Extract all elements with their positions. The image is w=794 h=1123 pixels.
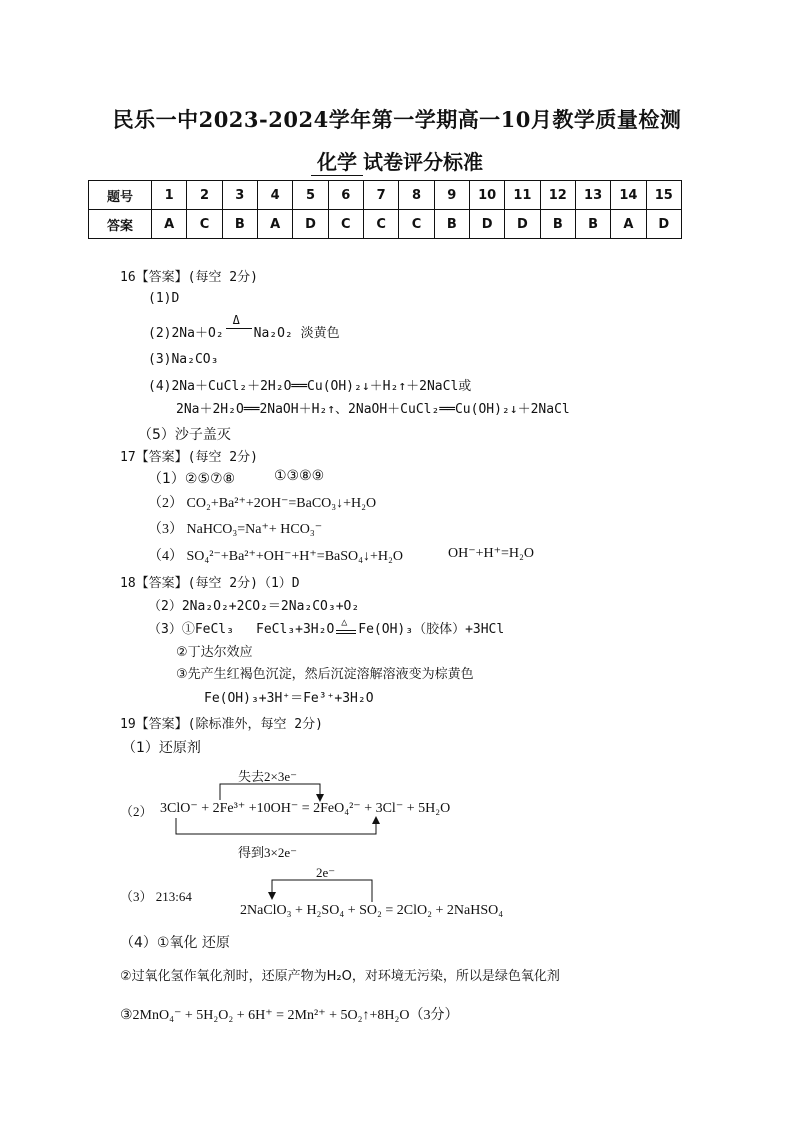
answer-cell: B	[434, 210, 469, 239]
q19-line-4: （4）①氧化 还原	[120, 935, 230, 951]
answer-cell: D	[505, 210, 540, 239]
question-number-cell: 11	[505, 181, 540, 210]
q19-heading: 19【答案】(除标准外，每空 2分)	[120, 717, 323, 732]
q19-line-3-equation: 2NaClO₃ + H₂SO₄ + SO₂ = 2ClO₂ + 2NaHSO₄	[240, 903, 504, 918]
q18-line-3b-left: FeCl₃+3H₂O	[256, 622, 335, 637]
row-label-answer: 答案	[89, 210, 152, 239]
question-number-cell: 10	[469, 181, 504, 210]
q16-line-1: (1)D	[148, 291, 180, 306]
q16-line-5: 2Na＋2H₂O══2NaOH＋H₂↑、2NaOH＋CuCl₂══Cu(OH)₂↓＋2NaCl	[176, 402, 570, 417]
question-number-cell: 6	[328, 181, 363, 210]
q16-heading: 16【答案】(每空 2分)	[120, 270, 258, 285]
q16-line-2	[148, 313, 340, 341]
question-number-cell: 13	[575, 181, 610, 210]
electron-gain-label: 得到3×2e⁻	[238, 845, 297, 860]
answer-cell: B	[222, 210, 257, 239]
subject-name: 化学	[311, 146, 363, 176]
q18-line-2: （2）2Na₂O₂+2CO₂＝2Na₂CO₃+O₂	[148, 599, 360, 614]
answer-cell: A	[611, 210, 646, 239]
answer-cell: C	[328, 210, 363, 239]
q17-line-4a: （4） SO₄²⁻+Ba²⁺+OH⁻+H⁺=BaSO₄↓+H₂O	[148, 549, 404, 564]
answer-row	[89, 210, 682, 239]
q18-line-3a: （3）①FeCl₃	[148, 622, 234, 637]
question-number-cell: 8	[399, 181, 434, 210]
question-number-cell: 15	[646, 181, 681, 210]
answer-cell: D	[293, 210, 328, 239]
q18-line-6: Fe(OH)₃+3H⁺＝Fe³⁺+3H₂O	[204, 691, 374, 706]
answer-table	[88, 180, 682, 239]
row-label-number: 题号	[89, 181, 152, 210]
q17-line-4b: OH⁻+H⁺=H₂O	[448, 546, 535, 561]
heat-symbol: △	[341, 617, 348, 628]
question-number-cell: 1	[152, 181, 187, 210]
q19-line-1: （1）还原剂	[122, 740, 201, 756]
q17-line-1a: （1）②⑤⑦⑧	[148, 471, 236, 487]
reaction-condition-arrow	[224, 313, 254, 337]
q16-line-3: (3)Na₂CO₃	[148, 352, 219, 367]
q17-line-1b: ①③⑧⑨	[274, 468, 325, 484]
question-number-cell: 3	[222, 181, 257, 210]
q17-heading: 17【答案】(每空 2分)	[120, 450, 258, 465]
answer-cell: C	[363, 210, 398, 239]
q16-line-2-left: (2)2Na＋O₂	[148, 326, 224, 341]
question-number-cell: 2	[187, 181, 222, 210]
page-title: 民乐一中2023-2024学年第一学期高一10月教学质量检测	[112, 107, 682, 132]
answer-cell: C	[187, 210, 222, 239]
q17-line-2: （2） CO₂+Ba²⁺+2OH⁻=BaCO₃↓+H₂O	[148, 496, 377, 511]
answer-cell: A	[152, 210, 187, 239]
q19-line-5: ②过氧化氢作氧化剂时，还原产物为H₂O，对环境无污染，所以是绿色氧化剂	[120, 969, 560, 984]
answer-cell: B	[575, 210, 610, 239]
q16-line-2-right: Na₂O₂ 淡黄色	[253, 326, 340, 341]
question-number-cell: 9	[434, 181, 469, 210]
q19-line-3-number: （3） 213:64	[120, 889, 192, 904]
answer-cell: D	[469, 210, 504, 239]
q18-line-3b-right: Fe(OH)₃（胶体）+3HCl	[358, 622, 505, 637]
question-number-cell: 14	[611, 181, 646, 210]
q19-line-6: ③2MnO₄⁻ + 5H₂O₂ + 6H⁺ = 2Mn²⁺ + 5O₂↑+8H₂O（3分）	[120, 1008, 459, 1023]
q16-line-6: （5）沙子盖灭	[138, 427, 231, 443]
question-number-cell: 7	[363, 181, 398, 210]
q19-line-2-equation: 3ClO⁻ + 2Fe³⁺ +10OH⁻ = 2FeO₄²⁻ + 3Cl⁻ + 5H₂O	[160, 801, 451, 816]
reaction-condition-arrow	[334, 617, 358, 633]
q18-line-3b	[256, 618, 504, 637]
page-subtitle	[0, 146, 794, 176]
answer-cell: D	[646, 210, 681, 239]
question-number-cell: 12	[540, 181, 575, 210]
answer-cell: B	[540, 210, 575, 239]
electron-loss-label: 失去2×3e⁻	[238, 769, 297, 784]
answer-cell: A	[257, 210, 292, 239]
answer-cell: C	[399, 210, 434, 239]
question-number-cell: 4	[257, 181, 292, 210]
heat-symbol: Δ	[232, 313, 240, 327]
q18-heading: 18【答案】(每空 2分)（1）D	[120, 576, 300, 591]
subtitle-rest: 试卷评分标准	[363, 150, 483, 174]
q16-line-4: (4)2Na＋CuCl₂＋2H₂O══Cu(OH)₂↓＋H₂↑＋2NaCl或	[148, 379, 472, 394]
q18-line-4: ②丁达尔效应	[176, 645, 253, 660]
q17-line-3: （3） NaHCO₃=Na⁺+ HCO₃⁻	[148, 522, 323, 537]
question-number-cell: 5	[293, 181, 328, 210]
q19-line-2-number: （2）	[120, 804, 153, 819]
question-number-row	[89, 181, 682, 210]
q18-line-5: ③先产生红褐色沉淀，然后沉淀溶解溶液变为棕黄色	[176, 667, 474, 682]
electron-transfer-label: 2e⁻	[316, 865, 336, 880]
